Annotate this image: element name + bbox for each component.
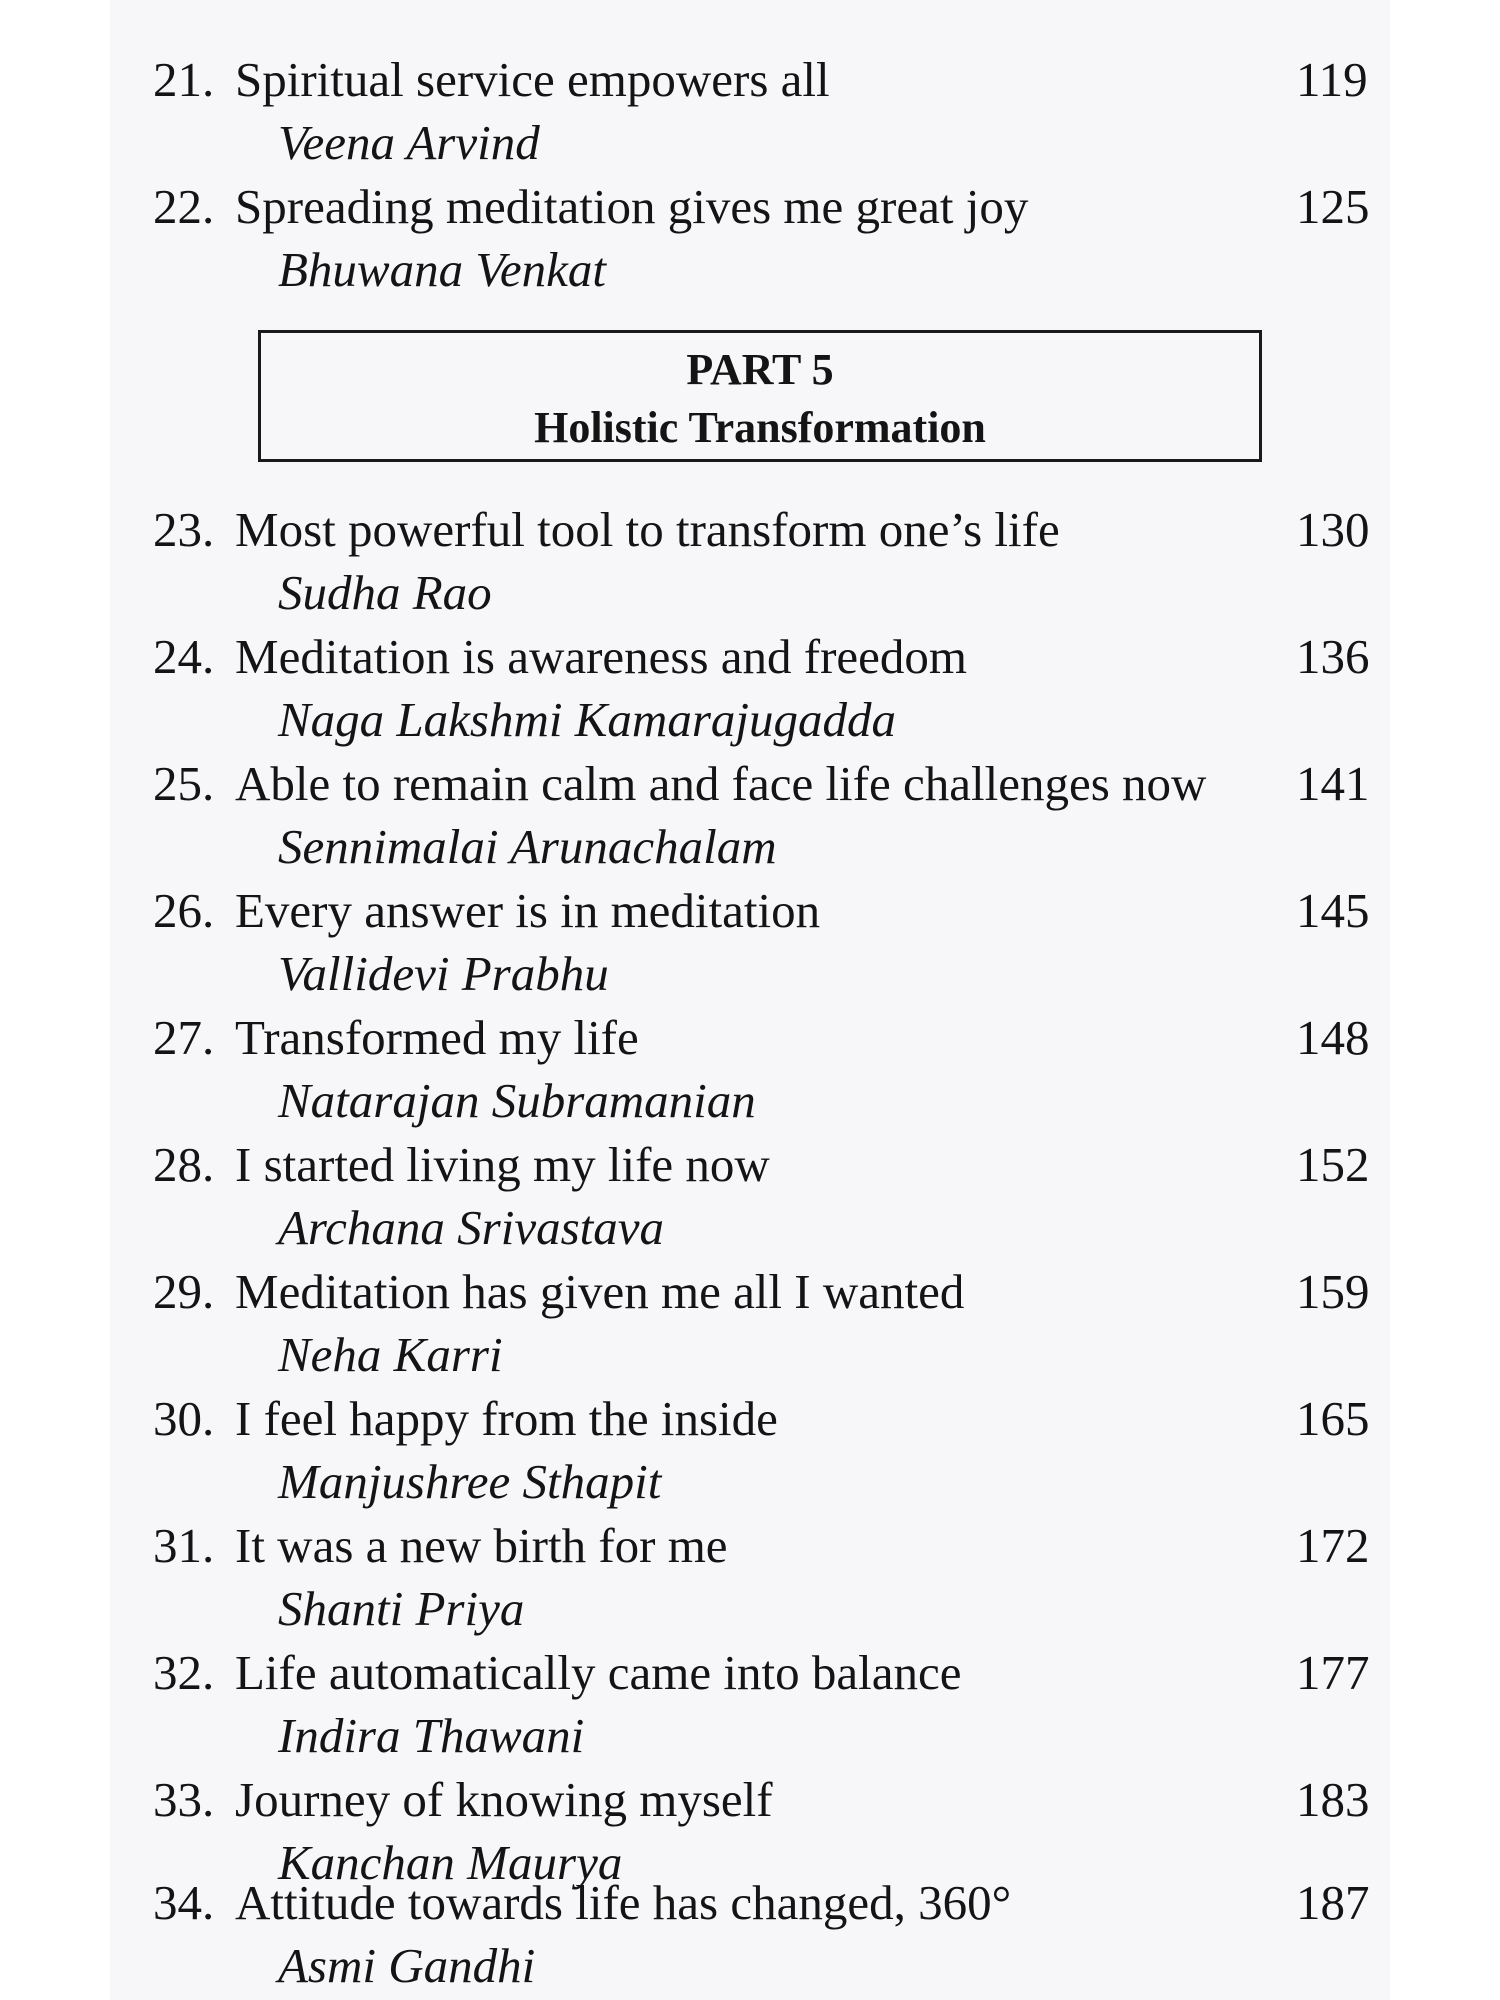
entry-author: Indira Thawani — [278, 1708, 585, 1763]
entry-number: 24. — [153, 629, 215, 684]
entry-title: Able to remain calm and face life challenges now — [235, 756, 1207, 811]
entry-title: Spreading meditation gives me great joy — [235, 179, 1029, 234]
entry-page-number: 136 — [1296, 629, 1370, 684]
entry-title: It was a new birth for me — [235, 1518, 728, 1573]
toc-entry — [0, 175, 1500, 302]
toc-entry — [0, 48, 1500, 175]
entry-number: 33. — [153, 1772, 215, 1827]
entry-page-number: 145 — [1296, 883, 1370, 938]
toc-entry — [0, 1006, 1500, 1133]
entry-author: Vallidevi Prabhu — [278, 946, 609, 1001]
entry-title: Attitude towards life has changed, 360° — [235, 1875, 1012, 1930]
entry-page-number: 165 — [1296, 1391, 1370, 1446]
entry-page-number: 141 — [1296, 756, 1370, 811]
part-title: Holistic Transformation — [534, 403, 986, 452]
entry-page-number: 152 — [1296, 1137, 1370, 1192]
toc-entry — [0, 1260, 1500, 1387]
entry-number: 27. — [153, 1010, 215, 1065]
entry-number: 34. — [153, 1875, 215, 1930]
entry-title: Meditation is awareness and freedom — [235, 629, 968, 684]
entry-number: 28. — [153, 1137, 215, 1192]
entry-author: Asmi Gandhi — [278, 1938, 536, 1993]
entry-number: 22. — [153, 179, 215, 234]
part-label: PART 5 — [686, 345, 834, 394]
entry-number: 29. — [153, 1264, 215, 1319]
entry-number: 31. — [153, 1518, 215, 1573]
entry-title: Transformed my life — [235, 1010, 639, 1065]
toc-entry — [0, 879, 1500, 1006]
entry-title: I feel happy from the inside — [235, 1391, 778, 1446]
entry-author: Sennimalai Arunachalam — [278, 819, 777, 874]
entry-author: Veena Arvind — [278, 115, 540, 170]
entry-page-number: 159 — [1296, 1264, 1370, 1319]
toc-entry — [0, 1387, 1500, 1514]
entry-number: 26. — [153, 883, 215, 938]
toc-entry — [0, 498, 1500, 625]
entry-page-number: 148 — [1296, 1010, 1370, 1065]
toc-entry — [0, 1641, 1500, 1768]
entry-title: Journey of knowing myself — [235, 1772, 773, 1827]
toc-entry — [0, 1514, 1500, 1641]
entry-title: I started living my life now — [235, 1137, 770, 1192]
entry-author: Kanchan Maurya — [278, 1835, 623, 1890]
entry-page-number: 125 — [1296, 179, 1370, 234]
entry-page-number: 187 — [1296, 1875, 1370, 1930]
toc-entry — [0, 1133, 1500, 1260]
entry-title: Meditation has given me all I wanted — [235, 1264, 965, 1319]
entry-author: Bhuwana Venkat — [278, 242, 606, 297]
entry-number: 25. — [153, 756, 215, 811]
entry-page-number: 119 — [1296, 52, 1368, 107]
entry-number: 23. — [153, 502, 215, 557]
entry-author: Manjushree Sthapit — [278, 1454, 662, 1509]
toc-entry — [0, 752, 1500, 879]
entry-page-number: 177 — [1296, 1645, 1370, 1700]
entry-number: 30. — [153, 1391, 215, 1446]
entry-title: Most powerful tool to transform one’s life — [235, 502, 1060, 557]
entry-page-number: 183 — [1296, 1772, 1370, 1827]
toc-entry — [0, 1871, 1500, 1998]
entry-number: 32. — [153, 1645, 215, 1700]
entry-title: Spiritual service empowers all — [235, 52, 830, 107]
part-heading-box — [258, 330, 1262, 462]
entry-author: Natarajan Subramanian — [278, 1073, 756, 1128]
entry-title: Life automatically came into balance — [235, 1645, 962, 1700]
entry-author: Shanti Priya — [278, 1581, 525, 1636]
entry-number: 21. — [153, 52, 215, 107]
entry-author: Naga Lakshmi Kamarajugadda — [278, 692, 897, 747]
entry-author: Sudha Rao — [278, 565, 492, 620]
entry-title: Every answer is in meditation — [235, 883, 821, 938]
toc-entry — [0, 625, 1500, 752]
entry-page-number: 172 — [1296, 1518, 1370, 1573]
entry-author: Neha Karri — [278, 1327, 503, 1382]
entry-page-number: 130 — [1296, 502, 1370, 557]
entry-author: Archana Srivastava — [278, 1200, 665, 1255]
